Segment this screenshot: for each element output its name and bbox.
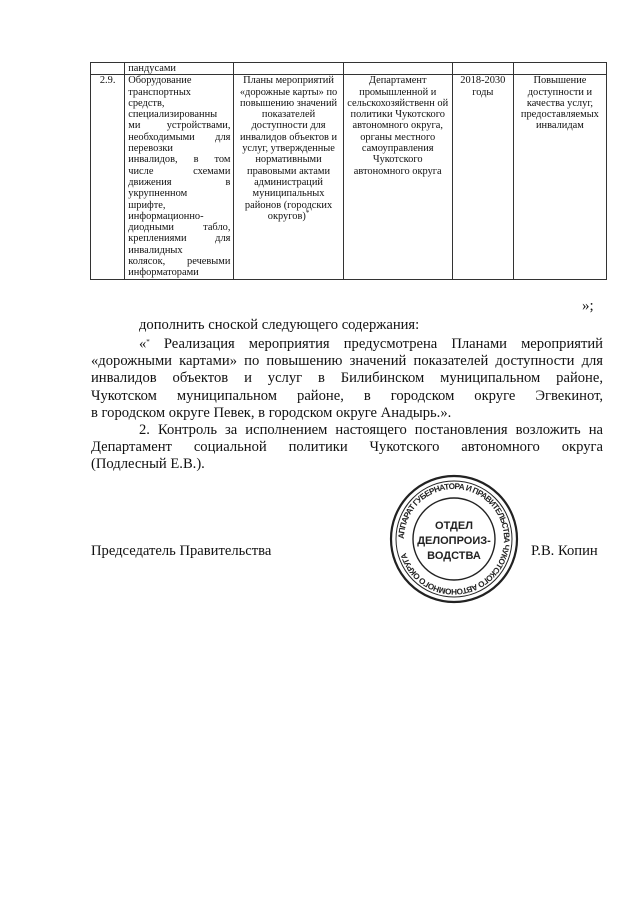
control-clause-line: Департамент социальной политики Чукотского автономного округа xyxy=(91,439,603,456)
footnote-line: инвалидов объектов и услуг в Билибинском муниципальном районе, xyxy=(91,370,603,387)
footnote-intro-text: дополнить сноской следующего содержания: xyxy=(139,317,420,333)
footnote-open-quote: « xyxy=(139,336,147,352)
closing-quote-mark: »; xyxy=(582,298,594,314)
cont-cell-years xyxy=(452,63,513,75)
cont-cell-plans xyxy=(234,63,343,75)
paragraph-footnote-text xyxy=(91,336,603,422)
stamp-center-line-1: ОТДЕЛ xyxy=(435,520,473,532)
table-row-2-9 xyxy=(91,75,607,279)
equipment-line: информационно- xyxy=(128,210,204,222)
equipment-line: транспортных xyxy=(128,86,191,98)
cont-cell-result xyxy=(513,63,606,75)
row-equipment-description xyxy=(125,75,234,279)
activities-table xyxy=(90,62,607,280)
equipment-line: ми устройствами, xyxy=(128,120,231,132)
cont-cell-responsible xyxy=(343,63,452,75)
equipment-line: перевозки xyxy=(128,143,173,155)
equipment-line: средств, xyxy=(128,97,165,109)
equipment-line: колясок, речевыми xyxy=(128,256,231,268)
table-continuation-row xyxy=(91,63,607,75)
equipment-line: Оборудование xyxy=(128,75,192,87)
row-plans xyxy=(234,75,343,279)
stamp-center-line-2: ДЕЛОПРОИЗ- xyxy=(417,535,491,547)
equipment-line: информаторами xyxy=(128,267,199,279)
row-years: 2018-2030 годы xyxy=(452,75,513,279)
equipment-line: диодными табло, xyxy=(128,222,231,234)
equipment-line: специализированны xyxy=(128,109,218,121)
equipment-line: укрупненном xyxy=(128,188,188,200)
equipment-line: шрифте, xyxy=(128,199,166,211)
equipment-line: движения в xyxy=(128,176,231,188)
footnote-line: в городском округе Певек, в городском округе Анадырь.». xyxy=(91,404,452,421)
footnote-line xyxy=(91,336,603,353)
official-stamp xyxy=(388,473,520,605)
row-plans-text: Планы мероприятий «дорожные карты» по повышению значений показателей доступности для инвалидов объектов и услуг, утвержденные нормативными правовыми актами администраций муниципальных районов (городских округов) xyxy=(239,75,338,222)
equipment-line: числе схемами xyxy=(128,165,231,177)
cont-cell-number xyxy=(91,63,125,75)
signer-name: Р.В. Копин xyxy=(531,543,598,559)
equipment-line: необходимыми для xyxy=(128,131,231,143)
footnote-mark: * xyxy=(146,338,150,346)
equipment-line: инвалидов, в том xyxy=(128,154,231,166)
equipment-line: креплениями для xyxy=(128,233,231,245)
paragraph-footnote-intro xyxy=(91,317,603,334)
row-result: Повышение доступности и качества услуг, предоставляемых инвалидам xyxy=(513,75,606,279)
stamp-center-line-3: ВОДСТВА xyxy=(427,550,481,562)
equipment-line: инвалидных xyxy=(128,244,183,256)
cont-cell-equipment: пандусами xyxy=(125,63,234,75)
control-clause-line: (Подлесный Е.В.). xyxy=(91,456,205,473)
paragraph-control-clause xyxy=(91,422,603,474)
footnote-line: Чукотском муниципальном районе, в городском округе Эгвекинот, xyxy=(91,387,603,404)
row-responsible: Департамент промышленной и сельскохозяйственн ой политики Чукотского автономного округа, органы местного самоуправления Чукотского автономного округа xyxy=(343,75,452,279)
plans-footnote-mark: * xyxy=(305,208,310,217)
control-clause-line: 2. Контроль за исполнением настоящего постановления возложить на xyxy=(139,422,603,438)
footnote-first-line-text: Реализация мероприятия предусмотрена Планами мероприятий xyxy=(149,336,603,352)
footnote-line: «дорожными картами» по повышению значений показателей доступности для xyxy=(91,353,603,370)
stamp-ring-text: АППАРАТ ГУБЕРНАТОРА И ПРАВИТЕЛЬСТВА ЧУКОТСКОГО АВТОНОМНОГО ОКРУГА xyxy=(396,481,512,597)
row-number: 2.9. xyxy=(91,75,125,279)
signer-title: Председатель Правительства xyxy=(91,543,272,559)
